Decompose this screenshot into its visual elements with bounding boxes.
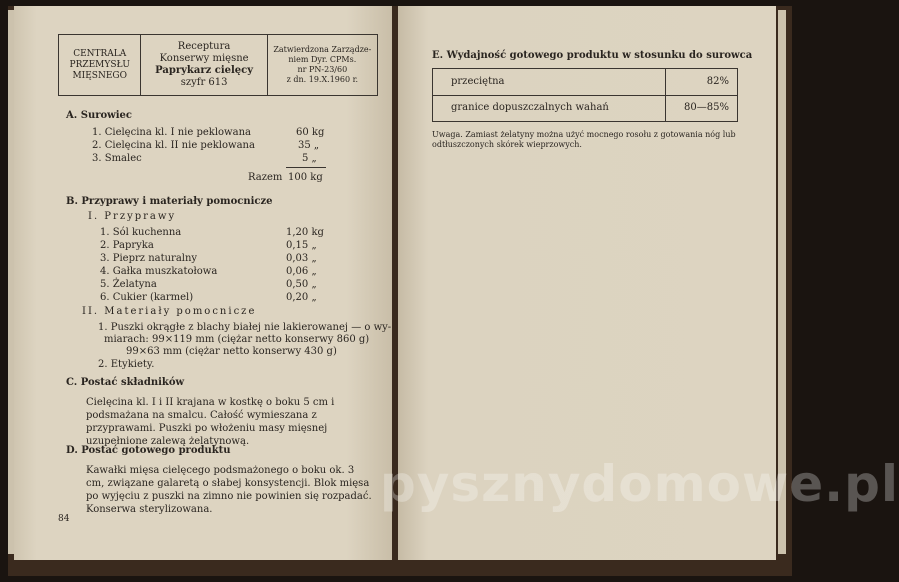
section-b-title: B. Przyprawy i materiały pomocnicze: [66, 196, 273, 207]
spice-qty: 0,20 „: [286, 292, 317, 303]
yield-row: [433, 95, 737, 121]
spice-item: 4. Gałka muszkatołowa: [100, 266, 218, 277]
org-line: CENTRALA: [73, 48, 127, 59]
recipe-cell: [141, 35, 267, 95]
spice-qty: 0,06 „: [286, 266, 317, 277]
material-item-line: miarach: 99×119 mm (ciężar netto konserwy 860 g): [104, 334, 370, 345]
approval-cell: [268, 35, 377, 95]
yield-table: [432, 68, 738, 122]
spice-item: 5. Żelatyna: [100, 279, 157, 290]
yield-label: przeciętna: [451, 76, 505, 87]
spice-qty: 1,20 kg: [286, 227, 324, 238]
section-a-qty: 60 kg: [296, 127, 325, 138]
spice-item: 3. Pieprz naturalny: [100, 253, 198, 264]
yield-value: 82%: [706, 76, 729, 87]
total-value: 100 kg: [288, 172, 323, 183]
section-a-title: A. Surowiec: [66, 110, 133, 121]
section-c-title: C. Postać składników: [66, 377, 185, 388]
note-text: Uwaga. Zamiast żelatyny można użyć mocnego rosołu z gotowania nóg lub odtłuszczonych skórek wieprzowych.: [432, 130, 736, 149]
approval-line: z dn. 19.X.1960 r.: [286, 75, 359, 84]
section-a-item: 1. Cielęcina kl. I nie peklowana: [92, 127, 251, 138]
recipe-line: Receptura: [177, 41, 231, 52]
spice-item: 6. Cukier (karmel): [100, 292, 194, 303]
recipe-code: szyfr 613: [180, 77, 228, 88]
subsection-spices: I. Przyprawy: [88, 211, 177, 222]
spice-item: 1. Sól kuchenna: [100, 227, 182, 238]
material-item-line: 1. Puszki okrągłe z blachy białej nie lakierowanej — o wy-: [98, 322, 392, 333]
yield-label: granice dopuszczalnych wahań: [451, 102, 609, 113]
org-line: MIĘSNEGO: [72, 70, 127, 81]
spice-qty: 0,15 „: [286, 240, 317, 251]
section-a-item: 3. Smalec: [92, 153, 142, 164]
recipe-line: Konserwy mięsne: [159, 53, 249, 64]
section-a-qty: 35 „: [298, 140, 320, 151]
subsection-materials: II. Materiały pomocnicze: [82, 306, 257, 317]
spice-qty: 0,50 „: [286, 279, 317, 290]
watermark: pysznydomowe.pl: [380, 455, 899, 513]
material-item: 2. Etykiety.: [98, 359, 155, 370]
sum-divider: [286, 167, 326, 168]
spice-qty: 0,03 „: [286, 253, 317, 264]
recipe-name: Paprykarz cielęcy: [155, 65, 254, 76]
section-a-item: 2. Cielęcina kl. II nie peklowana: [92, 140, 255, 151]
approval-line: Zatwierdzona Zarządze-: [273, 45, 372, 54]
page-number: 84: [58, 514, 70, 524]
section-e-title: E. Wydajność gotowego produktu w stosunku do surowca: [432, 50, 753, 61]
material-item-line: 99×63 mm (ciężar netto konserwy 430 g): [126, 346, 337, 357]
yield-row: [433, 69, 737, 96]
recipe-header-table: [58, 34, 378, 96]
section-d-text: Kawałki mięsa cielęcego podsmażonego o boku ok. 3 cm, związane galaretą o słabej konsystencji. Blok mięsa po wyjęciu z puszki na zimno nie powinien się rozpadać. Konserwa sterylizowana.: [86, 465, 372, 515]
org-cell: [59, 35, 141, 95]
yield-value: 80—85%: [684, 102, 729, 113]
total-label: Razem: [248, 172, 283, 183]
approval-line: nr PN-23/60: [297, 65, 348, 74]
org-line: PRZEMYSŁU: [69, 59, 130, 70]
approval-line: niem Dyr. CPMs.: [288, 55, 357, 64]
section-c-text: Cielęcina kl. I i II krajana w kostkę o boku 5 cm i podsmażana na smalcu. Całość wymieszana z przyprawami. Puszki po włożeniu masy mięsnej uzupełnione zalewą żelatynową.: [86, 397, 335, 447]
spice-item: 2. Papryka: [100, 240, 154, 251]
table-divider: [665, 69, 666, 121]
section-a-qty: 5 „: [302, 153, 317, 164]
section-d-title: D. Postać gotowego produktu: [66, 445, 231, 456]
